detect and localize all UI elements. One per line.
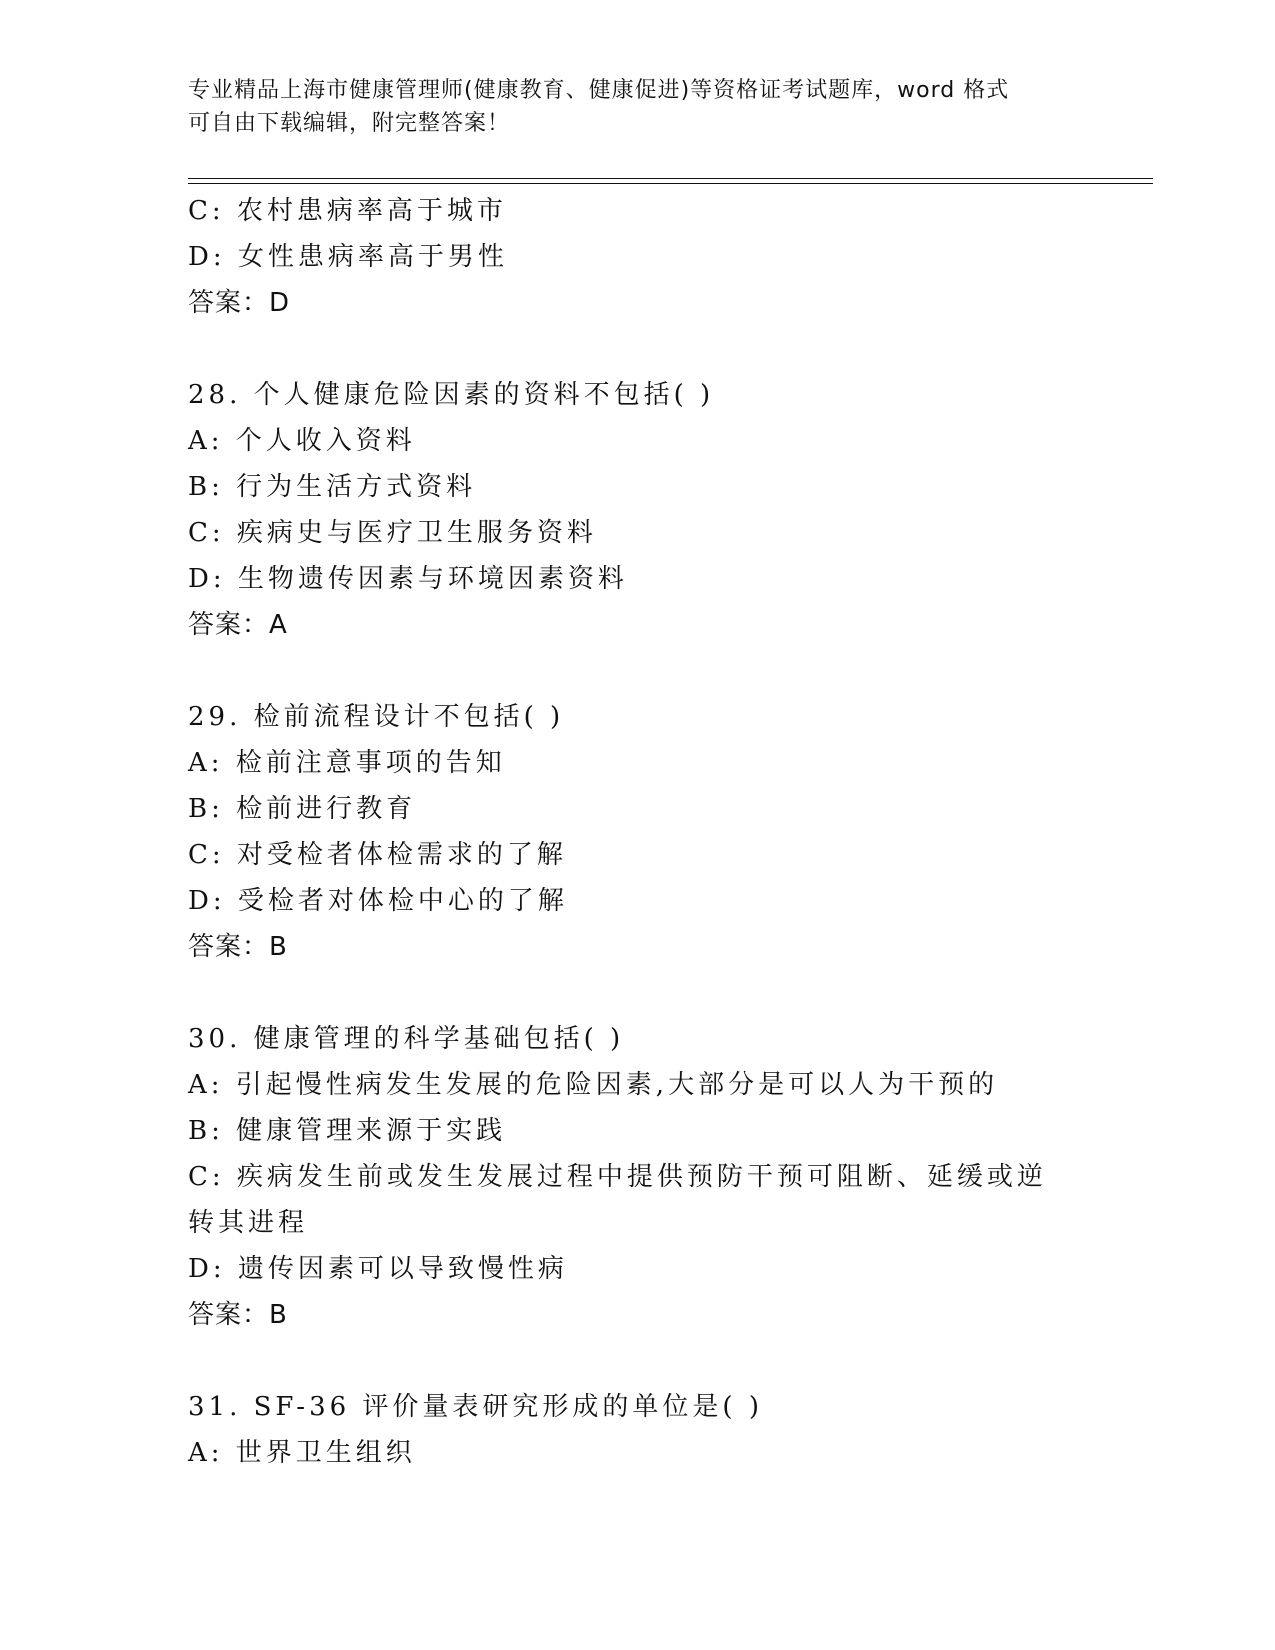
q30-option-b: B: 健康管理来源于实践: [188, 1116, 507, 1146]
q29-option-c: C: 对受检者体检需求的了解: [188, 840, 567, 870]
header-divider-top: [188, 178, 1153, 179]
q27-answer: 答案：D: [188, 288, 291, 318]
spacer: [188, 326, 1088, 372]
spacer: [188, 648, 1088, 694]
header-divider-bottom: [188, 183, 1153, 184]
q31-stem: 31. SF-36 评价量表研究形成的单位是( ): [188, 1392, 763, 1422]
q29-answer: 答案：B: [188, 932, 288, 962]
q28-option-b: B: 行为生活方式资料: [188, 472, 477, 502]
q30-answer: 答案：B: [188, 1300, 288, 1330]
q27-option-d: D: 女性患病率高于男性: [188, 242, 508, 272]
question-list: [188, 188, 1088, 1476]
q29-option-d: D: 受检者对体检中心的了解: [188, 886, 568, 916]
spacer: [188, 1338, 1088, 1384]
q31-option-a: A: 世界卫生组织: [188, 1438, 416, 1468]
q29-option-a: A: 检前注意事项的告知: [188, 748, 506, 778]
q28-option-d: D: 生物遗传因素与环境因素资料: [188, 564, 628, 594]
q30-option-c: C: 疾病发生前或发生发展过程中提供预防干预可阻断、延缓或逆转其进程: [188, 1162, 1047, 1238]
q28-option-c: C: 疾病史与医疗卫生服务资料: [188, 518, 597, 548]
q28-stem: 28. 个人健康危险因素的资料不包括( ): [188, 380, 715, 410]
header-line-1: 专业精品上海市健康管理师(健康教育、健康促进)等资格证考试题库，word 格式: [188, 78, 1010, 103]
spacer: [188, 970, 1088, 1016]
q30-option-d: D: 遗传因素可以导致慢性病: [188, 1254, 568, 1284]
q30-option-a: A: 引起慢性病发生发展的危险因素,大部分是可以人为干预的: [188, 1070, 999, 1100]
q27-option-c: C: 农村患病率高于城市: [188, 196, 507, 226]
q29-stem: 29. 检前流程设计不包括( ): [188, 702, 565, 732]
header-line-2: 可自由下载编辑，附完整答案！: [188, 111, 511, 136]
document-header: [188, 74, 1068, 140]
q30-stem: 30. 健康管理的科学基础包括( ): [188, 1024, 625, 1054]
q28-answer: 答案：A: [188, 610, 288, 640]
q28-option-a: A: 个人收入资料: [188, 426, 416, 456]
q29-option-b: B: 检前进行教育: [188, 794, 417, 824]
